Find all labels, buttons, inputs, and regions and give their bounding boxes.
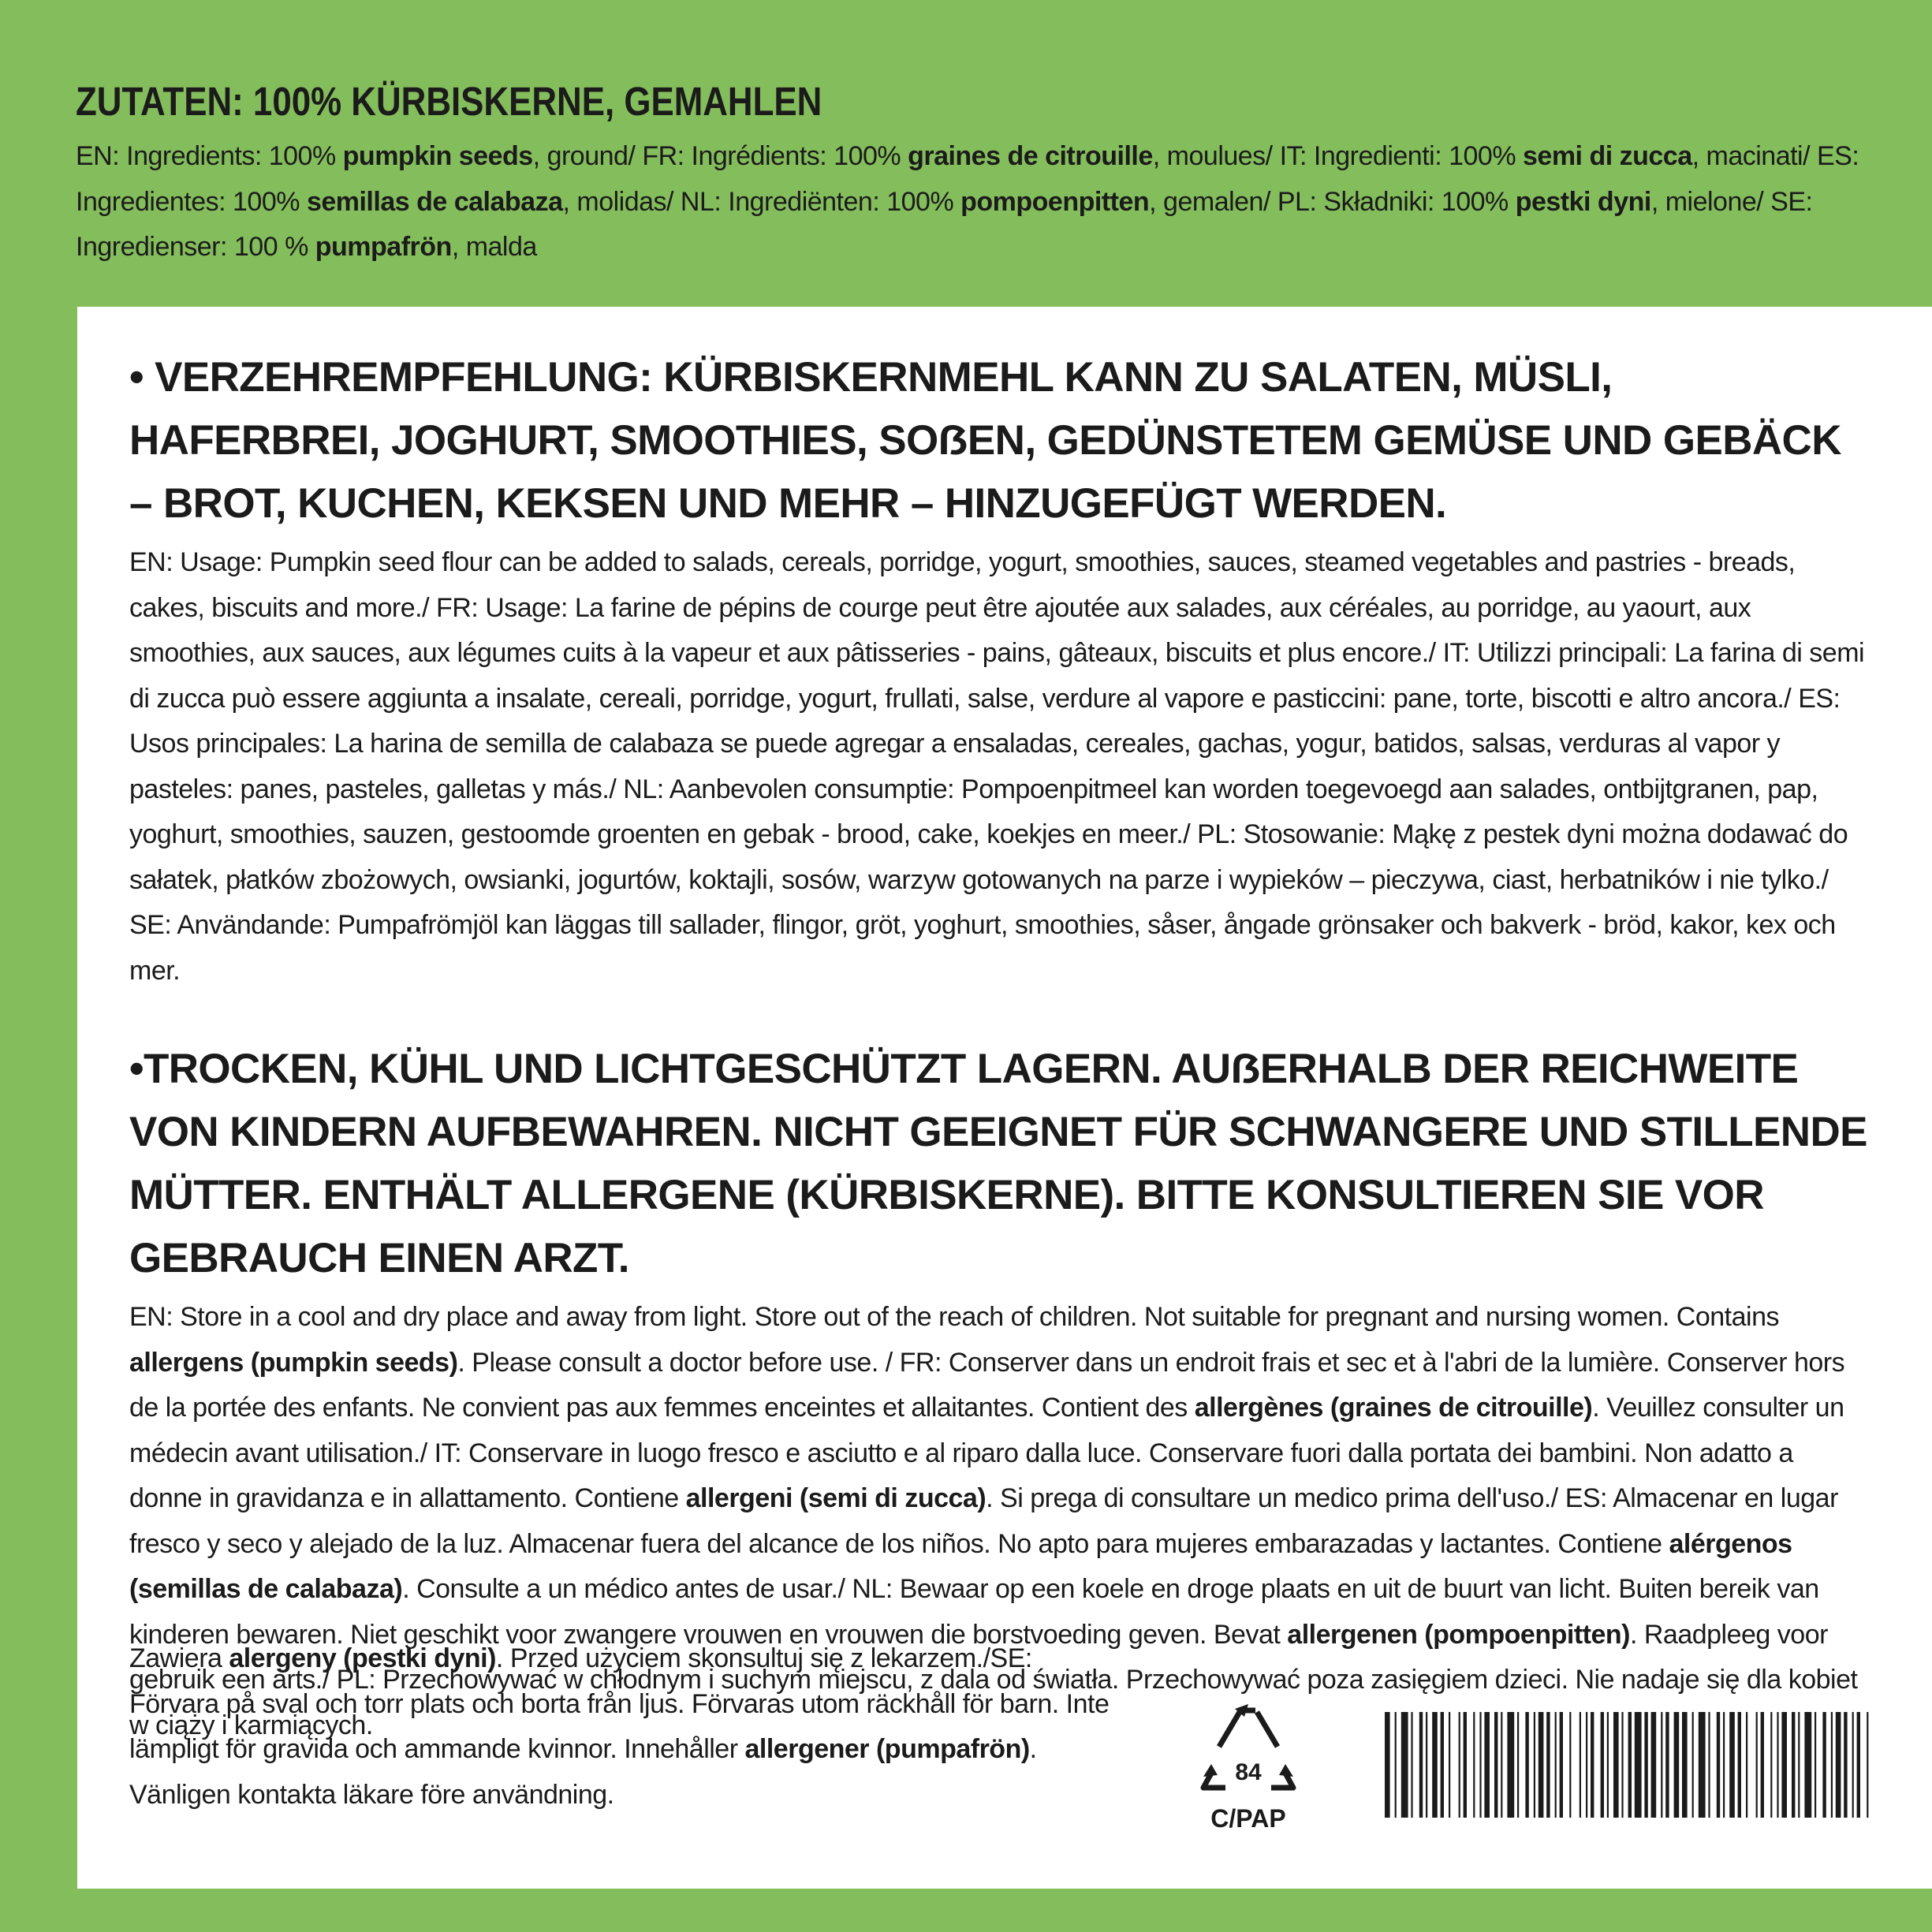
barcode-bar [1539, 1712, 1544, 1818]
text-run: . Raadpleeg voor gebruik een arts./ PL: Przechowywać w chłodnym i suchym miejscu, z dala od światła. Przechowywać poza zasięgiem dzieci. Nie nadaje się dla kobiet w ciąży i karmiących. [129, 1619, 1858, 1740]
barcode-bar [1395, 1712, 1397, 1818]
barcode-bar [1385, 1712, 1390, 1818]
barcode-bar [1756, 1712, 1758, 1818]
barcode-bar [1546, 1712, 1550, 1818]
barcode-bar [1419, 1712, 1423, 1818]
barcode-bar [1479, 1712, 1481, 1818]
text-run: Zawiera [129, 1643, 229, 1673]
barcode-icon [1385, 1712, 1874, 1818]
barcode-bar [1844, 1712, 1847, 1818]
text-run: . Please consult a doctor before use. / FR: Conserver dans un endroit frais et sec et à l'abri de la lumière. Conserver hors de la portée des enfants. Ne convient pas aux femmes enceintes et allaitantes. Contient des [129, 1347, 1845, 1423]
barcode-bar [1682, 1712, 1688, 1818]
barcode-bar [1426, 1712, 1427, 1818]
barcode-bar [1621, 1712, 1623, 1818]
recycling-number: 84 [1235, 1759, 1262, 1785]
barcode-bar [1525, 1712, 1528, 1818]
barcode-bar [1494, 1712, 1497, 1818]
bold-text: semi di zucca [1523, 141, 1692, 171]
text-run: . Si prega di consultare un medico prima dell'uso./ ES: Almacenar en lugar fresco y seco y alejado de la luz. Almacenar fuera del alcance de los niños. No apto para mujeres embarazadas y lactantes. Contiene [129, 1483, 1838, 1559]
barcode-bar [1699, 1712, 1706, 1818]
barcode-bar [1411, 1712, 1412, 1818]
barcode-bar [1464, 1712, 1467, 1818]
bold-text: allergens (pumpkin seeds) [129, 1347, 458, 1378]
barcode-bar [1781, 1712, 1787, 1818]
recycling-triangle-icon [1197, 1701, 1300, 1835]
barcode-bar [1401, 1712, 1408, 1818]
barcode-bar [1644, 1712, 1647, 1818]
barcode-bar [1723, 1712, 1725, 1818]
text-run: . Consulte a un médico antes de usar./ NL: Bewaar op een koele en droge plaats en uit de buurt van licht. Buiten bereik van kinderen bewaren. Niet geschikt voor zwangere vrouwen en vrouwen die borstvoeding geven. Bevat [129, 1574, 1819, 1650]
barcode-bar [1798, 1712, 1800, 1818]
barcode-bar [1517, 1712, 1519, 1818]
barcode-bar [1804, 1712, 1811, 1818]
text-run: EN: Usage: Pumpkin seed flour can be added to salads, cereals, porridge, yogurt, smoothies, sauces, steamed vegetables and pastries - breads, cakes, biscuits and more./ FR: Usage: La farine de pépins de courge peut être ajoutée aux salades, aux céréales, au porridge, au yaourt, aux smoothies, aux sauces, aux légumes cuits à la vapeur et aux pâtisseries - pains, gâteaux, biscuits et plus encore./ IT: Utilizzi principali: La farina di semi di zucca può essere aggiunta a insalate, cereali, porridge, yogurt, frullati, salse, verdure al vapore e pasticcini: pane, torte, biscotti e altro ancora./ ES: Usos principales: La harina de semilla de calabaza se puede agregar a ensaladas, cereales, gachas, yogur, batidos, salsas, verduras al vapor y pasteles: panes, pasteles, galletas y más./ NL: Aanbevolen consumptie: Pompoenpitmeel kan worden toegevoegd aan salades, ontbijtgranen, pap, yoghurt, smoothies, sauzen, gestoomde groenten en gebak - brood, cake, koekjes en meer./ PL: Stosowanie: Mąkę z pestek dyni można dodawać do sałatek, płatków zbożowych, owsianki, jogurtów, koktajli, sosów, warzyw gotowanych na parze i wypieków – pieczywa, ciast, herbatników i nie tylko./ SE: Användande: Pumpafrömjöl kan läggas till sallader, flingor, gröt, yoghurt, smoothies, såser, ångade grönsaker och bakverk - bröd, kakor, kex och mer. [129, 547, 1865, 986]
storage-translations-end [129, 1636, 1119, 1818]
barcode-bar [1601, 1712, 1604, 1818]
barcode-bar [1501, 1712, 1502, 1818]
usage-heading: • VERZEHREMPFEHLUNG: KÜRBISKERNMEHL KANN ZU SALATEN, MÜSLI, HAFERBREI, JOGHURT, SMOOTHIES, SOẞEN, GEDÜNSTETEM GEMÜSE UND GEBÄCK – BROT, KUCHEN, KEKSEN UND MEHR – HINZUGEFÜGT WERDEN. [129, 354, 1841, 527]
text-run: , moulues/ IT: Ingredienti: 100% [1152, 141, 1523, 171]
barcode-bar [1607, 1712, 1609, 1818]
ingredients-title: ZUTATEN: 100% KÜRBISKERNE, GEMAHLEN [76, 79, 822, 124]
bold-text: alergeny (pestki dyni) [229, 1643, 496, 1673]
barcode-bar [1569, 1712, 1571, 1818]
barcode-bar [1708, 1712, 1710, 1818]
barcode-bar [1822, 1712, 1826, 1818]
barcode-bar [1484, 1712, 1490, 1818]
barcode-bar [1717, 1712, 1720, 1818]
bold-text: pestki dyni [1515, 186, 1651, 217]
usage-translations [129, 540, 1869, 994]
storage-heading: •TROCKEN, KÜHL UND LICHTGESCHÜTZT LAGERN. AUẞERHALB DER REICHWEITE VON KINDERN AUFBEWAHREN. NICHT GEEIGNET FÜR SCHWANGERE UND STILLENDE MÜTTER. ENTHÄLT ALLERGENE (KÜRBISKERNE). BITTE KONSULTIEREN SIE VOR GEBRAUCH EINEN ARZT. [129, 1046, 1867, 1281]
text-run: EN: Ingredients: 100% [76, 141, 343, 171]
bold-text: alérgenos (semillas de calabaza) [129, 1528, 1792, 1604]
barcode-bar [1729, 1712, 1735, 1818]
bold-text: semillas de calabaza [306, 186, 563, 217]
barcode-bar [1555, 1712, 1557, 1818]
text-run: , malda [451, 232, 537, 262]
barcode-bar [1441, 1712, 1444, 1818]
text-run: , ground/ FR: Ingrédients: 100% [532, 141, 908, 171]
barcode-bar [1449, 1712, 1450, 1818]
text-run: . Przed użyciem skonsultuj się z lekarzem./SE: Förvara på sval och torr plats och borta från ljus. Förvaras utom räckhåll för barn. Inte lämpligt för gravida och ammande kvinnor. Innehåller [129, 1643, 1110, 1764]
text-run: , mielone/ SE: Ingredienser: 100 % [76, 186, 1813, 262]
barcode-bar [1815, 1712, 1816, 1818]
text-run: , molidas/ NL: Ingrediënten: 100% [562, 186, 961, 217]
barcode-bar [1507, 1712, 1514, 1818]
barcode-bar [1661, 1712, 1662, 1818]
text-run: . Vänligen kontakta läkare före användning. [129, 1734, 1037, 1810]
barcode-bar [1777, 1712, 1778, 1818]
barcode-bar [1473, 1712, 1475, 1818]
text-run: . Veuillez consulter un médecin avant utilisation./ IT: Conservare in luogo fresco e asciutto e al riparo dalla luce. Conservare fuori dalla portata dei bambini. Non adatto a donne in gravidanza e in allattamento. Contiene [129, 1393, 1844, 1513]
bold-text: allergenen (pompoenpitten) [1287, 1619, 1630, 1650]
bold-text: pumpafrön [315, 232, 452, 262]
barcode-bar [1857, 1712, 1860, 1818]
barcode-bar [1831, 1712, 1833, 1818]
bold-text: allergènes (graines de citrouille) [1194, 1393, 1593, 1423]
text-run: , macinati/ ES: Ingredientes: 100% [76, 141, 1859, 217]
barcode-bar [1560, 1712, 1563, 1818]
text-run: , gemalen/ PL: Składniki: 100% [1149, 186, 1516, 217]
barcode-bar [1738, 1712, 1741, 1818]
barcode-bar [1836, 1712, 1841, 1818]
ingredients-section [76, 77, 1874, 270]
ingredients-translations [76, 134, 1874, 270]
barcode-bar [1665, 1712, 1669, 1818]
usage-section [129, 346, 1869, 994]
barcode-bar [1651, 1712, 1657, 1818]
bold-text: graines de citrouille [908, 141, 1153, 171]
barcode-bar [1432, 1712, 1438, 1818]
barcode-bar [1459, 1712, 1460, 1818]
recycling-code: C/PAP [1210, 1804, 1286, 1833]
barcode-bar [1761, 1712, 1764, 1818]
text-run: EN: Store in a cool and dry place and away from light. Store out of the reach of children. Not suitable for pregnant and nursing women. Contains [129, 1302, 1779, 1332]
barcode-bar [1628, 1712, 1632, 1818]
barcode-bar [1534, 1712, 1535, 1818]
barcode-bar [1674, 1712, 1680, 1818]
barcode-bar [1580, 1712, 1581, 1818]
barcode-bar [1586, 1712, 1587, 1818]
barcode-bar [1792, 1712, 1795, 1818]
info-panel [77, 307, 1932, 1889]
bold-text: allergener (pumpafrön) [744, 1734, 1030, 1764]
barcode-bar [1692, 1712, 1694, 1818]
barcode-bar [1746, 1712, 1747, 1818]
barcode-bar [1635, 1712, 1642, 1818]
barcode-bar [1770, 1712, 1772, 1818]
barcode-bar [1852, 1712, 1854, 1818]
bold-text: pumpkin seeds [342, 141, 533, 171]
barcode-bar [1591, 1712, 1594, 1818]
barcode-bar [1867, 1712, 1868, 1818]
barcode-bar [1613, 1712, 1619, 1818]
bold-text: pompoenpitten [960, 186, 1150, 217]
bold-text: allergeni (semi di zucca) [685, 1483, 987, 1513]
